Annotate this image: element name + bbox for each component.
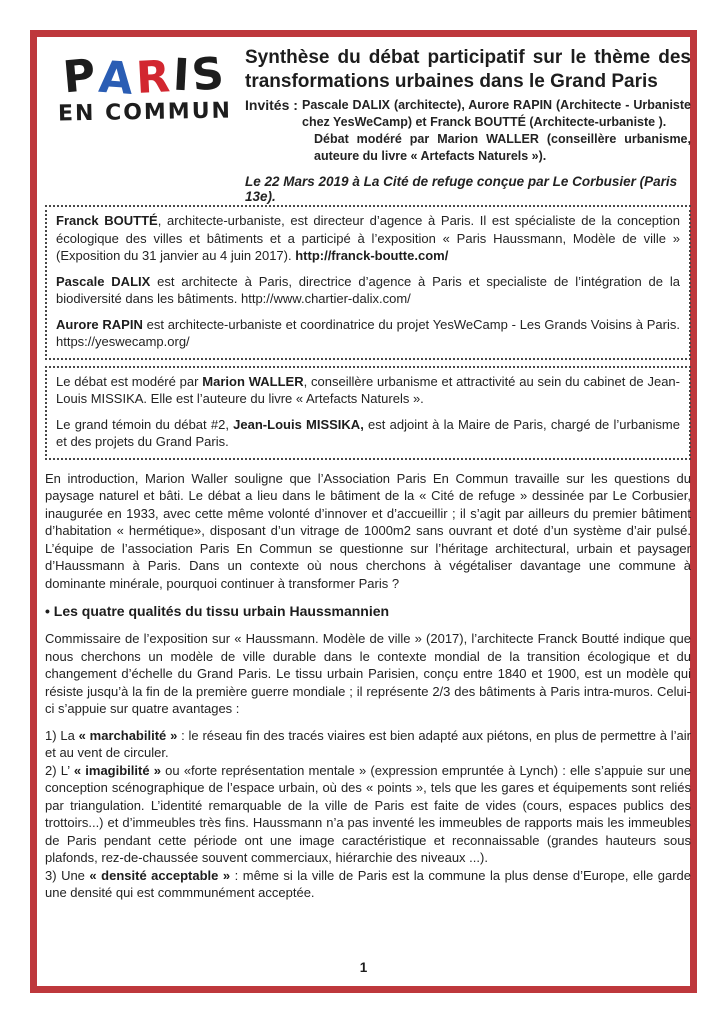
bio-pascale-dalix <box>56 273 680 308</box>
logo-letter: A <box>96 51 138 106</box>
page-title <box>245 46 691 94</box>
page-number: 1 <box>359 960 368 975</box>
list-item-text: : le réseau fin des tracés viaires est bien adapté aux piétons, en plus de permettre à l’air et au vent de circuler. <box>45 727 691 760</box>
list-item-text: 1) La <box>45 727 79 743</box>
intro-paragraph: En introduction, Marion Waller souligne que l’Association Paris En Commun travaille sur les questions du paysage naturel et bâti. Le débat a lieu dans le bâtiment de la « Cité de refuge » dessinée par Le Corbusier, inaugurée en 1933, avec cette même volonté d’innover et d’accueillir ; il s’agit par ailleurs du premier bâtiment d’habitation « hermétique», disposant d’un vitrage de 1000m2 sans ouvrant et doté d’un système d’air pulsé. L’équipe de l’association Paris En Commun se questionne sur l’héritage architectural, urbain et paysager d’Haussmann à Paris. Dans un contexte où nous cherchons à végétaliser davantage une commune à dominante minérale, pourquoi continuer à transformer Paris ? <box>45 470 691 591</box>
moderator-paragraph <box>56 373 680 408</box>
logo-letter: P <box>61 49 101 104</box>
qualities-list <box>45 727 691 902</box>
bio-text: , architecte-urbaniste, est directeur d’agence à Paris. Il est spécialiste de la conception écologique des villes et bâtiments et a participé à l’exposition « Paris Haussmann, Modèle de ville » (Exposition du 31 janvier au 4 juin 2017). <box>56 213 680 263</box>
list-item-text: 2) L’ <box>45 762 74 778</box>
list-item-keyword: « marchabilité » <box>78 727 178 743</box>
speakers-bio-box <box>45 205 691 360</box>
commissaire-paragraph: Commissaire de l’exposition sur « Haussmann. Modèle de ville » (2017), l’architecte Franck Boutté indique que nous cherchons un modèle de ville durable dans le contexte mondial de la transition écologique et du changement d’échelle du Grand Paris. Le tissu urbain Parisien, conçu entre 1840 et 1900, est un modèle qui résiste jusqu’à la fin de la première guerre mondiale ; il représente 2/3 des bâtiments à Paris intra-muros. Celui-ci s’appuie sur quatre avantages : <box>45 631 691 716</box>
invitees-label: Invités : <box>245 97 298 113</box>
chartier-dalix-url[interactable]: http://www.chartier-dalix.com/ <box>240 291 411 306</box>
logo-word-en-commun: EN COMMUN <box>57 98 233 127</box>
bio-franck-boutte <box>56 212 680 265</box>
list-item-text: 3) Une <box>45 867 90 883</box>
list-item-imagibilite <box>45 762 691 867</box>
list-item-text: : même si la ville de Paris est la commune la plus dense d’Europe, elle garde une densité qui est commmunément acceptée. <box>45 867 691 900</box>
list-item-densite <box>45 867 691 902</box>
speaker-name: Aurore RAPIN <box>56 316 143 332</box>
invitees-block <box>245 97 691 165</box>
invitees-text <box>302 97 691 165</box>
logo-letter: S <box>189 47 230 102</box>
logo-word-paris <box>45 47 245 106</box>
witness-name: Jean-Louis MISSIKA, <box>233 416 364 432</box>
list-item-text: ou «forte représentation mentale » (expression empruntée à Lynch) : elle s’appuie sur une conception scénographique de l’espace urbain, où des « points », tels que les gares et équipements sont reliés par triangulation. L’identité remarquable de la ville de Paris est faite de vides (cours, espaces publics des trottoirs...) et d’immeubles très fins. Haussmann n’a pas inventé les immeubles de rapports mais les immeubles de Paris pendant cette période ont une image caractéristique et reconnaissable (grandes hauteurs sous plafonds, rez-de-chaussée souvent commerciaux, hiérarchie des niveaux ...). <box>45 762 691 865</box>
speaker-name: Pascale DALIX <box>56 273 151 289</box>
moderator-note: Débat modéré par Marion WALLER (conseillère urbanisme, auteure du livre « Artefacts Naturels »). <box>314 132 691 163</box>
moderator-witness-box <box>45 366 691 460</box>
page-title-line1: Synthèse du débat participatif sur le thème des <box>245 47 691 68</box>
witness-paragraph <box>56 416 680 451</box>
section-heading-haussmann: • Les quatre qualités du tissu urbain Haussmannien <box>45 603 390 619</box>
header <box>45 40 691 205</box>
page-title-line2: transformations urbaines dans le Grand Paris <box>245 71 658 92</box>
yeswecamp-url[interactable]: https://yeswecamp.org/ <box>56 334 190 349</box>
paragraph-text: Le grand témoin du débat #2, <box>56 416 234 432</box>
paragraph-text: Le débat est modéré par <box>56 373 203 389</box>
page-content <box>45 40 691 902</box>
bio-aurore-rapin <box>56 316 680 351</box>
bio-text: est architecte-urbaniste et coordinatrice du projet YesWeCamp - Les Grands Voisins à Paris. <box>142 316 680 332</box>
paragraph-text: est adjoint à la Maire de Paris, chargé de l’urbanisme et des projets du Grand Paris. <box>56 416 680 449</box>
moderator-name: Marion WALLER <box>202 373 304 389</box>
paragraph-text: , conseillère urbanisme et attractivité au sein du cabinet de Jean-Louis MISSIKA. Elle est l’auteure du livre « Artefacts Naturels ». <box>56 373 680 406</box>
title-block <box>245 40 691 205</box>
paris-en-commun-logo <box>45 40 245 205</box>
speaker-name: Franck BOUTTÉ <box>56 213 158 228</box>
invitees-names: Pascale DALIX (architecte), Aurore RAPIN (Architecte - Urbaniste chez YesWeCamp) et Franck BOUTTÉ (Architecte-urbaniste ). <box>302 98 691 129</box>
bio-text: est architecte à Paris, directrice d’agence à Paris et specialiste de l’intégration de la biodiversité dans les bâtiments. <box>56 273 680 306</box>
logo-letter: I <box>171 49 194 102</box>
event-date-location: Le 22 Mars 2019 à La Cité de refuge conçue par Le Corbusier (Paris 13e). <box>245 174 678 204</box>
logo-letter: R <box>134 51 174 104</box>
franck-boutte-url[interactable]: http://franck-boutte.com/ <box>295 248 449 263</box>
list-item-keyword: « imagibilité » <box>73 762 161 778</box>
list-item-marchabilite <box>45 727 691 762</box>
list-item-keyword: « densité acceptable » <box>89 867 231 883</box>
